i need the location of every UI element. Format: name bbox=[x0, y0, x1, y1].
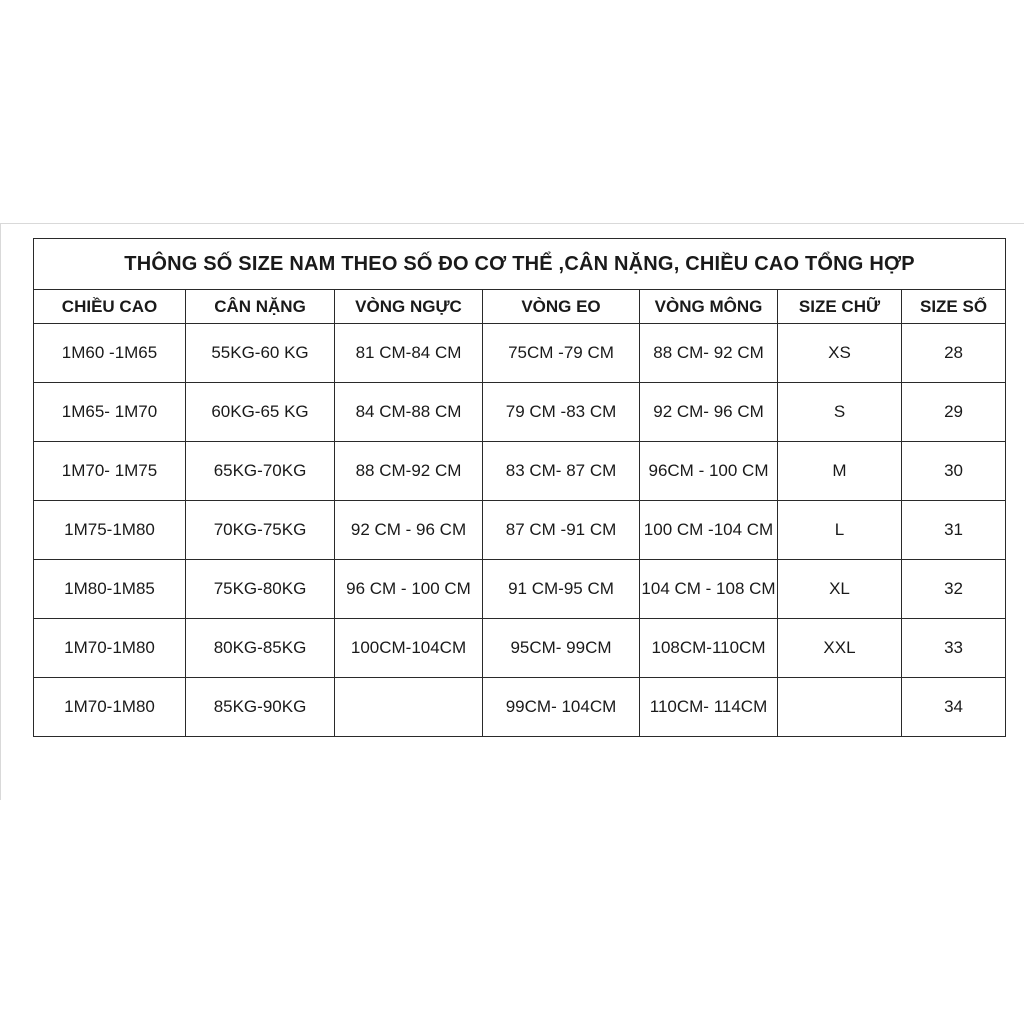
table-row bbox=[34, 383, 1006, 442]
header-hip: VÒNG MÔNG bbox=[640, 290, 778, 324]
cell-size-number: 33 bbox=[902, 619, 1006, 678]
size-chart-table bbox=[33, 238, 1006, 737]
cell-waist: 91 CM-95 CM bbox=[483, 560, 640, 619]
cell-chest: 96 CM - 100 CM bbox=[335, 560, 483, 619]
cell-size-number: 32 bbox=[902, 560, 1006, 619]
table-row bbox=[34, 619, 1006, 678]
cell-size-letter: XS bbox=[778, 324, 902, 383]
cell-size-number: 30 bbox=[902, 442, 1006, 501]
cell-chest: 92 CM - 96 CM bbox=[335, 501, 483, 560]
cell-size-number: 31 bbox=[902, 501, 1006, 560]
cell-size-number: 34 bbox=[902, 678, 1006, 737]
cell-height: 1M70- 1M75 bbox=[34, 442, 186, 501]
frame-left-line bbox=[0, 223, 1, 800]
cell-size-letter: M bbox=[778, 442, 902, 501]
table-title: THÔNG SỐ SIZE NAM THEO SỐ ĐO CƠ THỂ ,CÂN NẶNG, CHIỀU CAO TỔNG HỢP bbox=[34, 239, 1006, 290]
cell-size-number: 29 bbox=[902, 383, 1006, 442]
header-size-letter: SIZE CHỮ bbox=[778, 290, 902, 324]
cell-height: 1M70-1M80 bbox=[34, 619, 186, 678]
cell-size-number: 28 bbox=[902, 324, 1006, 383]
cell-weight: 80KG-85KG bbox=[186, 619, 335, 678]
cell-chest: 84 CM-88 CM bbox=[335, 383, 483, 442]
header-row bbox=[34, 290, 1006, 324]
cell-waist: 95CM- 99CM bbox=[483, 619, 640, 678]
cell-waist: 99CM- 104CM bbox=[483, 678, 640, 737]
cell-height: 1M70-1M80 bbox=[34, 678, 186, 737]
cell-weight: 85KG-90KG bbox=[186, 678, 335, 737]
cell-hip: 88 CM- 92 CM bbox=[640, 324, 778, 383]
cell-waist: 79 CM -83 CM bbox=[483, 383, 640, 442]
table-row bbox=[34, 678, 1006, 737]
header-waist: VÒNG EO bbox=[483, 290, 640, 324]
cell-size-letter: L bbox=[778, 501, 902, 560]
cell-hip: 92 CM- 96 CM bbox=[640, 383, 778, 442]
cell-weight: 65KG-70KG bbox=[186, 442, 335, 501]
cell-size-letter: S bbox=[778, 383, 902, 442]
cell-chest: 100CM-104CM bbox=[335, 619, 483, 678]
cell-chest: 88 CM-92 CM bbox=[335, 442, 483, 501]
table-row bbox=[34, 324, 1006, 383]
cell-chest: 81 CM-84 CM bbox=[335, 324, 483, 383]
cell-weight: 55KG-60 KG bbox=[186, 324, 335, 383]
cell-chest bbox=[335, 678, 483, 737]
frame-top-line bbox=[0, 223, 1024, 224]
cell-size-letter: XXL bbox=[778, 619, 902, 678]
cell-hip: 110CM- 114CM bbox=[640, 678, 778, 737]
cell-waist: 83 CM- 87 CM bbox=[483, 442, 640, 501]
cell-size-letter bbox=[778, 678, 902, 737]
cell-height: 1M80-1M85 bbox=[34, 560, 186, 619]
cell-weight: 75KG-80KG bbox=[186, 560, 335, 619]
title-row bbox=[34, 239, 1006, 290]
cell-hip: 108CM-110CM bbox=[640, 619, 778, 678]
header-weight: CÂN NẶNG bbox=[186, 290, 335, 324]
cell-hip: 96CM - 100 CM bbox=[640, 442, 778, 501]
table-row bbox=[34, 442, 1006, 501]
table-row bbox=[34, 560, 1006, 619]
header-size-number: SIZE SỐ bbox=[902, 290, 1006, 324]
cell-size-letter: XL bbox=[778, 560, 902, 619]
cell-height: 1M75-1M80 bbox=[34, 501, 186, 560]
cell-waist: 75CM -79 CM bbox=[483, 324, 640, 383]
cell-height: 1M65- 1M70 bbox=[34, 383, 186, 442]
table-row bbox=[34, 501, 1006, 560]
header-height: CHIỀU CAO bbox=[34, 290, 186, 324]
cell-hip: 100 CM -104 CM bbox=[640, 501, 778, 560]
cell-hip: 104 CM - 108 CM bbox=[640, 560, 778, 619]
cell-weight: 70KG-75KG bbox=[186, 501, 335, 560]
cell-waist: 87 CM -91 CM bbox=[483, 501, 640, 560]
header-chest: VÒNG NGỰC bbox=[335, 290, 483, 324]
cell-height: 1M60 -1M65 bbox=[34, 324, 186, 383]
cell-weight: 60KG-65 KG bbox=[186, 383, 335, 442]
